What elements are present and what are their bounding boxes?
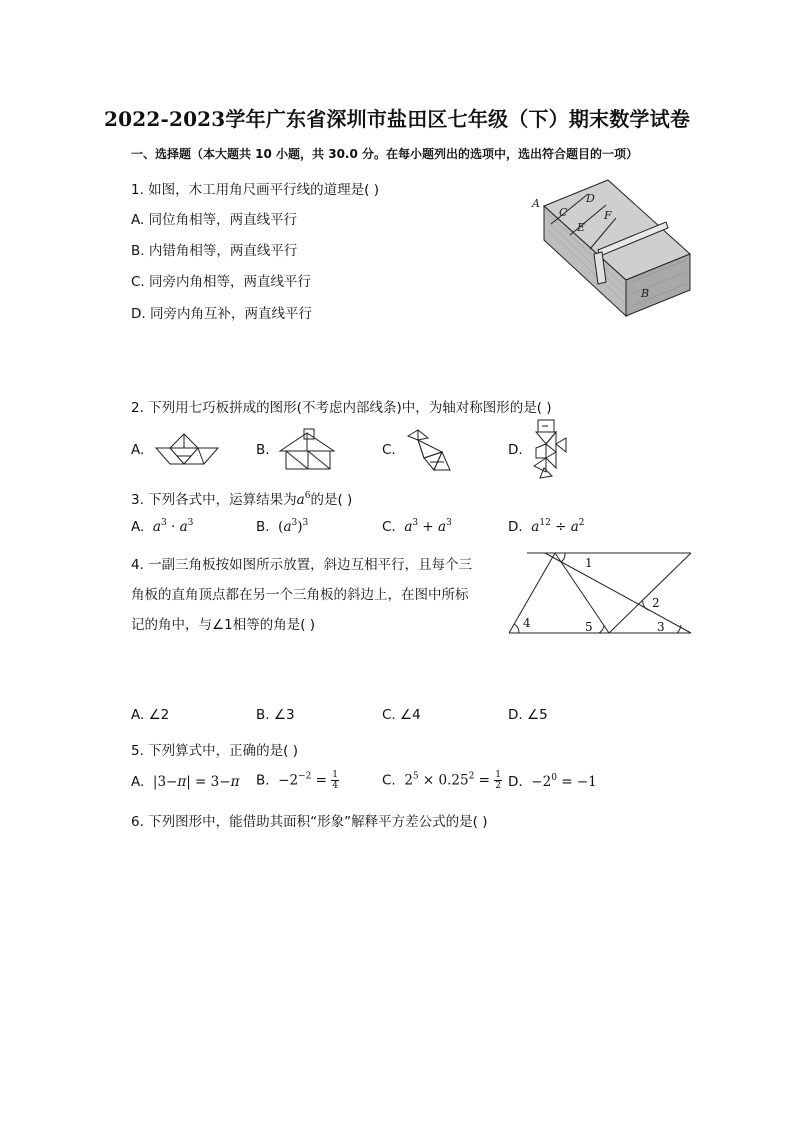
q3-option-d: D. $a^{12} \div a^2$ [508,518,585,535]
question-3-stem [131,488,352,508]
q3-option-c: C. $a^3 + a^3$ [382,518,452,535]
q5-option-b: B. $-2^{-2}$ = $\frac{1}{4}$ [256,770,338,791]
q5-option-c: C. $2^5 \times 0.25^2$ = $\frac{1}{2}$ [382,770,501,791]
q5-option-d: D. $-2^0 = -1$ [508,773,597,790]
question-5-stem: 5. 下列算式中，正确的是( ) [131,743,298,759]
fig4-angle-2: 2 [652,596,660,610]
fig1-label-c: C [559,206,568,219]
fig4-angle-4: 4 [523,616,531,630]
q3-stem-variable: a [296,492,305,508]
question-2-stem: 2. 下列用七巧板拼成的图形(不考虑内部线条)中，为轴对称图形的是( ) [131,400,552,416]
triangles-figure [505,547,695,639]
q2-option-c: C. [382,442,396,458]
q2-option-b: B. [256,442,270,458]
q3-option-b: B. $(a^3)^3$ [256,518,309,535]
q3-stem-tail: 的是( ) [310,492,353,508]
q2-option-d: D. [508,442,523,458]
q1-option-c: C. 同旁内角相等，两直线平行 [131,274,312,290]
fig1-label-a: A [532,197,540,210]
carpenter-square-figure [528,178,693,323]
question-4-stem-line-2: 角板的直角顶点都在另一个三角板的斜边上，在图中所标 [131,587,469,603]
q4-option-a: A. ∠2 [131,707,170,723]
question-6-stem: 6. 下列图形中，能借助其面积“形象”解释平方差公式的是( ) [131,814,488,830]
section-heading: 一、选择题（本大题共 10 小题，共 30.0 分。在每小题列出的选项中，选出符合题目的一项） [131,147,639,161]
tangram-b-figure [278,427,336,471]
question-4-stem-line-1: 4. 一副三角板按如图所示放置，斜边互相平行，且每个三 [131,557,473,573]
fig1-label-f: F [604,209,612,222]
tangram-a-figure [154,432,220,466]
q5-option-a: A. |3−π| = 3−π [131,774,240,790]
q3-stem-text: 3. 下列各式中，运算结果为 [131,492,297,508]
fig1-label-d: D [586,192,595,205]
q1-option-b: B. 内错角相等，两直线平行 [131,243,298,259]
q4-option-d: D. ∠5 [508,707,548,723]
q2-option-a: A. [131,442,145,458]
q4-option-b: B. ∠3 [256,707,295,723]
fig1-label-e: E [577,221,586,234]
q3-option-a: A. $a^3 \cdot a^3$ [131,518,194,535]
fig4-angle-5: 5 [585,620,593,634]
fig4-angle-3: 3 [657,620,665,634]
tangram-d-figure [530,418,570,480]
page-title: 2022-2023学年广东省深圳市盐田区七年级（下）期末数学试卷 [103,107,691,131]
fig4-angle-1: 1 [585,556,593,570]
question-1-stem: 1. 如图，木工用角尺画平行线的道理是( ) [131,182,379,198]
q3-stem-exponent: 6 [304,491,311,501]
fig1-label-b: B [641,287,650,300]
tangram-c-figure [404,428,454,472]
q4-option-c: C. ∠4 [382,707,421,723]
q1-option-a: A. 同位角相等，两直线平行 [131,212,298,228]
q1-option-d: D. 同旁内角互补，两直线平行 [131,306,312,322]
question-4-stem-line-3: 记的角中，与∠1相等的角是( ) [131,617,316,633]
